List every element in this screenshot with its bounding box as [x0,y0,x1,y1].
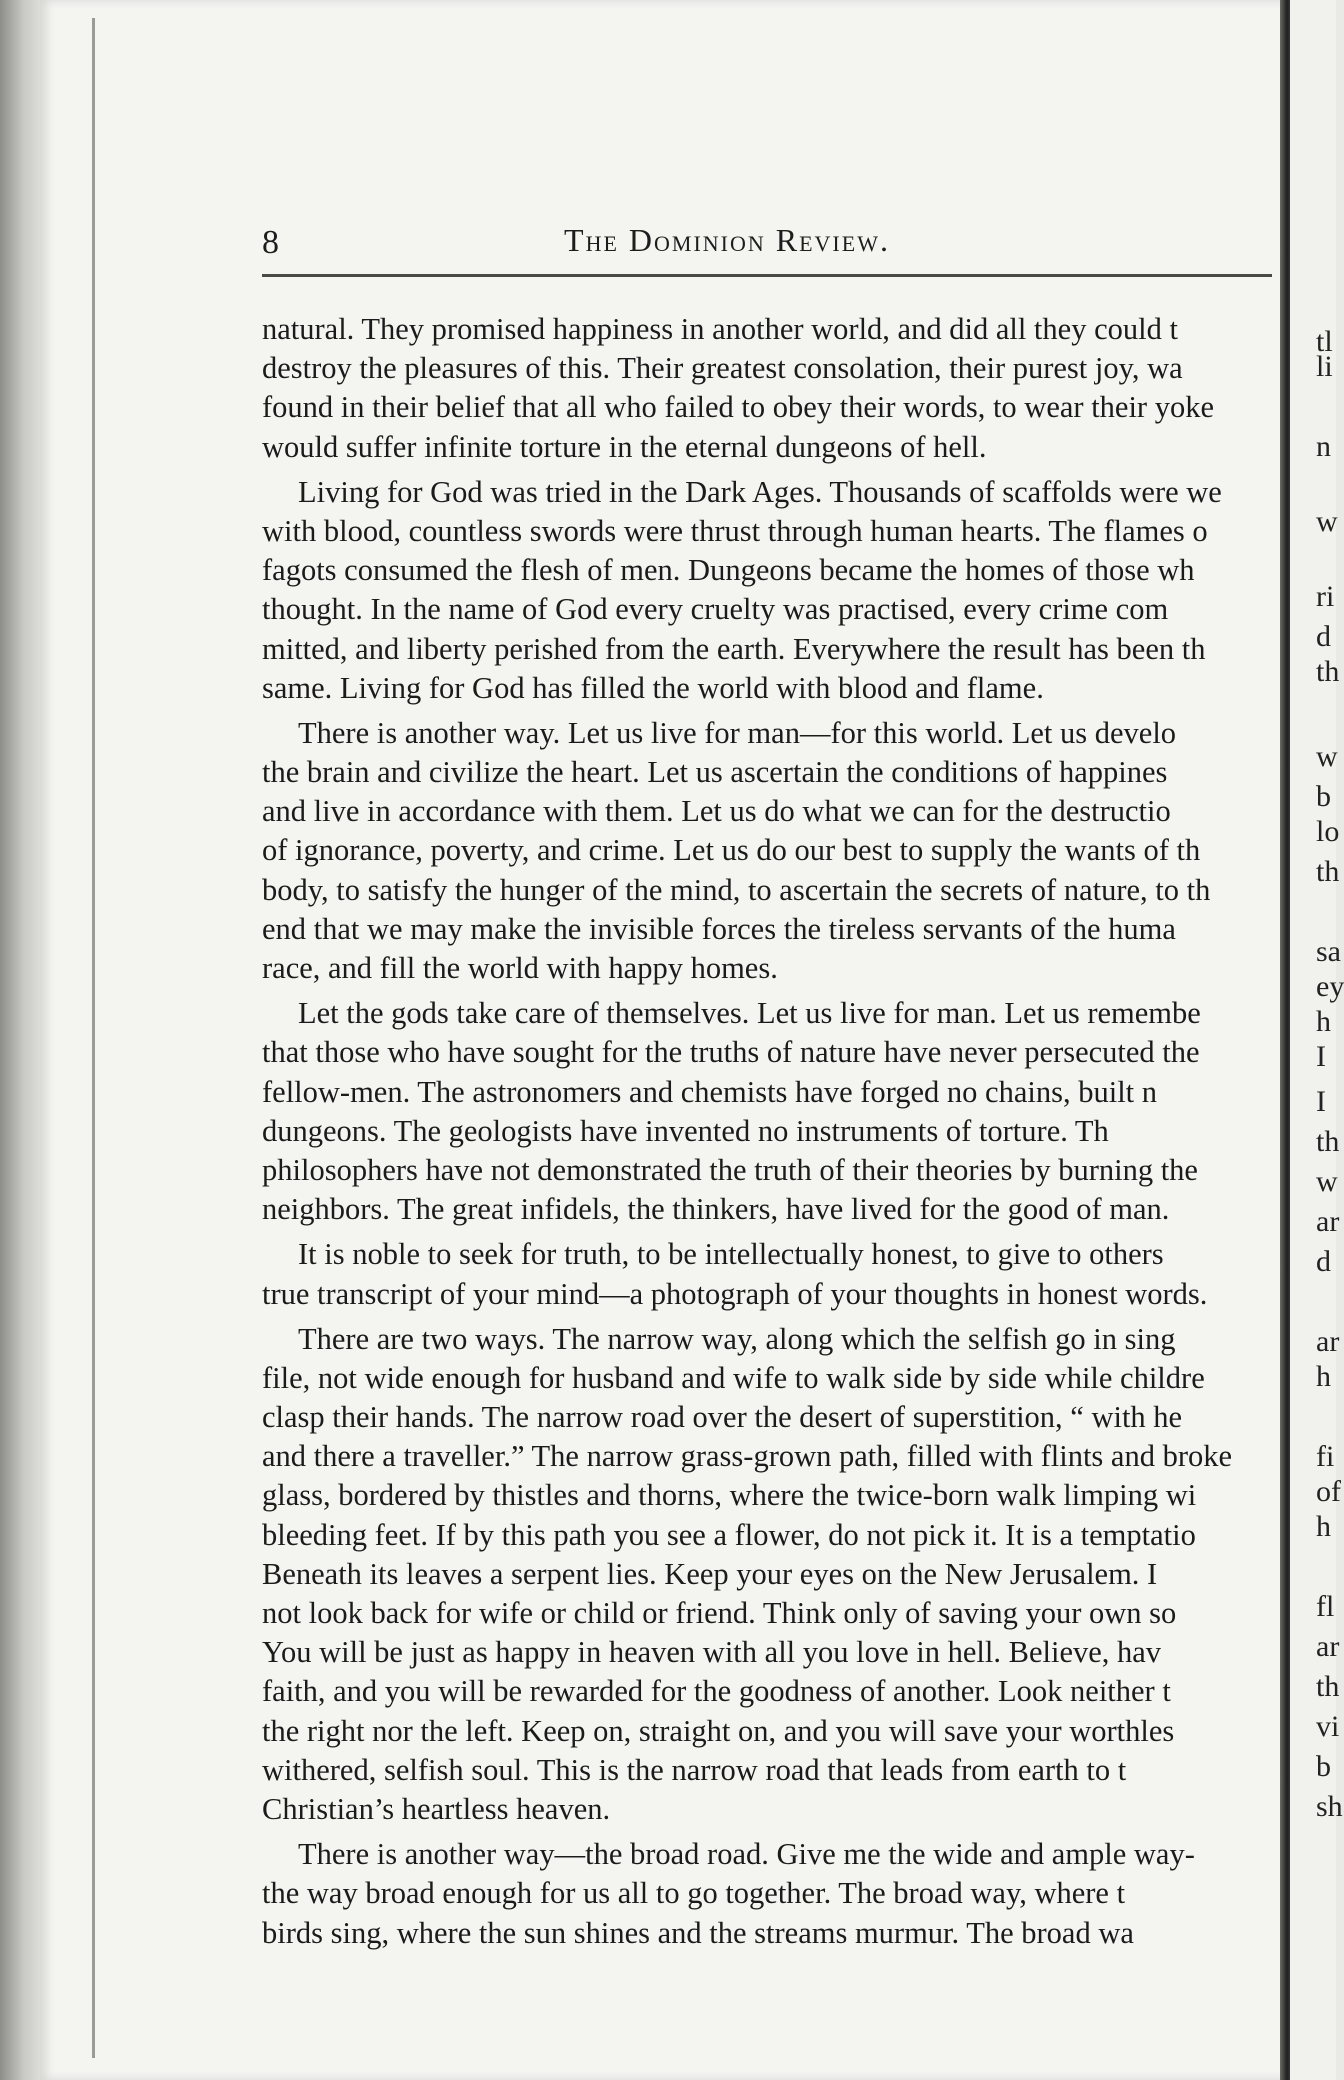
facing-page-fragment: ar [1316,1205,1340,1238]
header-rule [262,274,1272,277]
facing-page-fragment: of [1316,1475,1341,1508]
facing-page-fragment: n [1316,430,1331,463]
facing-page-fragment: th [1316,1125,1340,1158]
facing-page-fragment: th [1316,1670,1340,1703]
text-line: faith, and you will be rewarded for the goodness of another. Look neither t [262,1674,1171,1709]
page-number: 8 [262,224,279,261]
facing-page-fragment: li [1316,350,1333,383]
facing-page-fragment: vi [1316,1710,1340,1743]
text-line: found in their belief that all who failed to obey their words, to wear their yoke [262,390,1214,425]
text-line: Let the gods take care of themselves. Let us live for man. Let us remembe [298,996,1201,1031]
body-text [262,310,1280,1953]
facing-page-fragment: fi [1316,1440,1335,1473]
facing-page-fragment: ar [1316,1325,1340,1358]
text-line: fagots consumed the flesh of men. Dungeons became the homes of those wh [262,553,1195,588]
facing-page-fragment: fl [1316,1590,1335,1623]
facing-page-fragment: ri [1316,580,1335,613]
facing-page-fragment: d [1316,620,1331,653]
facing-page-fragment: lo [1316,815,1340,848]
text-line: Living for God was tried in the Dark Ages. Thousands of scaffolds were we [298,474,1222,509]
text-line: Beneath its leaves a serpent lies. Keep your eyes on the New Jerusalem. I [262,1556,1158,1591]
facing-page-fragment: th [1316,855,1340,888]
text-line: file, not wide enough for husband and wife to walk side by side while childre [262,1360,1205,1395]
text-line: neighbors. The great infidels, the thinkers, have lived for the good of man. [262,1192,1170,1227]
text-line: There is another way—the broad road. Give me the wide and ample way- [298,1837,1195,1872]
facing-page-fragment: w [1316,1165,1338,1198]
paragraph [262,994,1280,1229]
facing-page-fragment: h [1316,1510,1331,1543]
facing-page-fragment: h [1316,1360,1331,1393]
text-line: the brain and civilize the heart. Let us ascertain the conditions of happines [262,755,1168,790]
facing-page-fragment: th [1316,655,1340,688]
paragraph [262,1320,1280,1829]
text-line: and live in accordance with them. Let us do what we can for the destructio [262,794,1171,829]
text-line: There is another way. Let us live for man—for this world. Let us develo [298,715,1177,750]
paragraph [262,310,1280,467]
text-line: dungeons. The geologists have invented no instruments of torture. Th [262,1113,1109,1148]
text-line: would suffer infinite torture in the eternal dungeons of hell. [262,429,987,464]
facing-page-fragment: h [1316,1005,1331,1038]
text-line: clasp their hands. The narrow road over the desert of superstition, “ with he [262,1400,1183,1435]
text-line: race, and fill the world with happy homes. [262,951,778,985]
next-page-strip [1290,0,1344,2080]
text-line: not look back for wife or child or friend. Think only of saving your own so [262,1596,1177,1630]
facing-page-fragment: tl [1316,325,1333,358]
text-line: It is noble to seek for truth, to be intellectually honest, to give to others [298,1237,1164,1272]
scan-left-edge [0,0,40,2080]
paragraph [262,1835,1280,1953]
text-line: philosophers have not demonstrated the truth of their theories by burning the [262,1152,1198,1187]
text-line: the way broad enough for us all to go together. The broad way, where t [262,1876,1126,1911]
facing-page-fragment: I [1316,1085,1326,1118]
facing-page-fragment: w [1316,505,1338,538]
text-line: glass, bordered by thistles and thorns, where the twice-born walk limping wi [262,1478,1197,1513]
text-line: the right nor the left. Keep on, straight on, and you will save your worthles [262,1713,1175,1748]
text-line: with blood, countless swords were thrust through human hearts. The flames o [262,513,1208,548]
text-line: mitted, and liberty perished from the earth. Everywhere the result has been th [262,631,1206,666]
facing-page-fragment: I [1316,1040,1326,1073]
facing-page-fragment: d [1316,1245,1331,1278]
text-line: of ignorance, poverty, and crime. Let us do our best to supply the wants of th [262,833,1201,868]
page-binding-line [92,18,95,2058]
facing-page-fragment: sa [1316,935,1341,968]
text-line: and there a traveller.” The narrow grass-grown path, filled with flints and broke [262,1439,1233,1474]
text-line: body, to satisfy the hunger of the mind, to ascertain the secrets of nature, to th [262,872,1211,907]
text-line: destroy the pleasures of this. Their greatest consolation, their purest joy, wa [262,351,1183,386]
text-line: end that we may make the invisible forces the tireless servants of the huma [262,911,1176,946]
paragraph [262,473,1280,708]
text-line: Christian’s heartless heaven. [262,1791,611,1826]
page-header [262,220,1272,270]
text-line: fellow-men. The astronomers and chemists have forged no chains, built n [262,1074,1158,1109]
text-line: bleeding feet. If by this path you see a flower, do not pick it. It is a temptatio [262,1517,1196,1552]
text-line: There are two ways. The narrow way, along which the selfish go in sing [298,1321,1176,1356]
text-line: that those who have sought for the truths of nature have never persecuted the [262,1035,1200,1070]
facing-page-fragment: b [1316,780,1331,813]
text-line: true transcript of your mind—a photograph of your thoughts in honest words. [262,1276,1208,1311]
text-line: same. Living for God has filled the world with blood and flame. [262,670,1044,705]
text-line: You will be just as happy in heaven with all you love in hell. Believe, hav [262,1635,1162,1670]
paragraph [262,1235,1280,1313]
text-line: natural. They promised happiness in another world, and did all they could t [262,312,1178,346]
facing-page-fragment: sh [1316,1790,1343,1823]
text-line: withered, selfish soul. This is the narrow road that leads from earth to t [262,1752,1127,1787]
facing-page-fragment: ey [1316,970,1344,1003]
text-line: birds sing, where the sun shines and the streams murmur. The broad wa [262,1915,1134,1950]
facing-page-fragment: w [1316,740,1338,773]
paragraph [262,714,1280,988]
facing-page-fragment: b [1316,1750,1331,1783]
running-title: The Dominion Review. [564,222,890,258]
facing-page-fragment: ar [1316,1630,1340,1663]
text-line: thought. In the name of God every cruelty was practised, every crime com [262,592,1169,627]
